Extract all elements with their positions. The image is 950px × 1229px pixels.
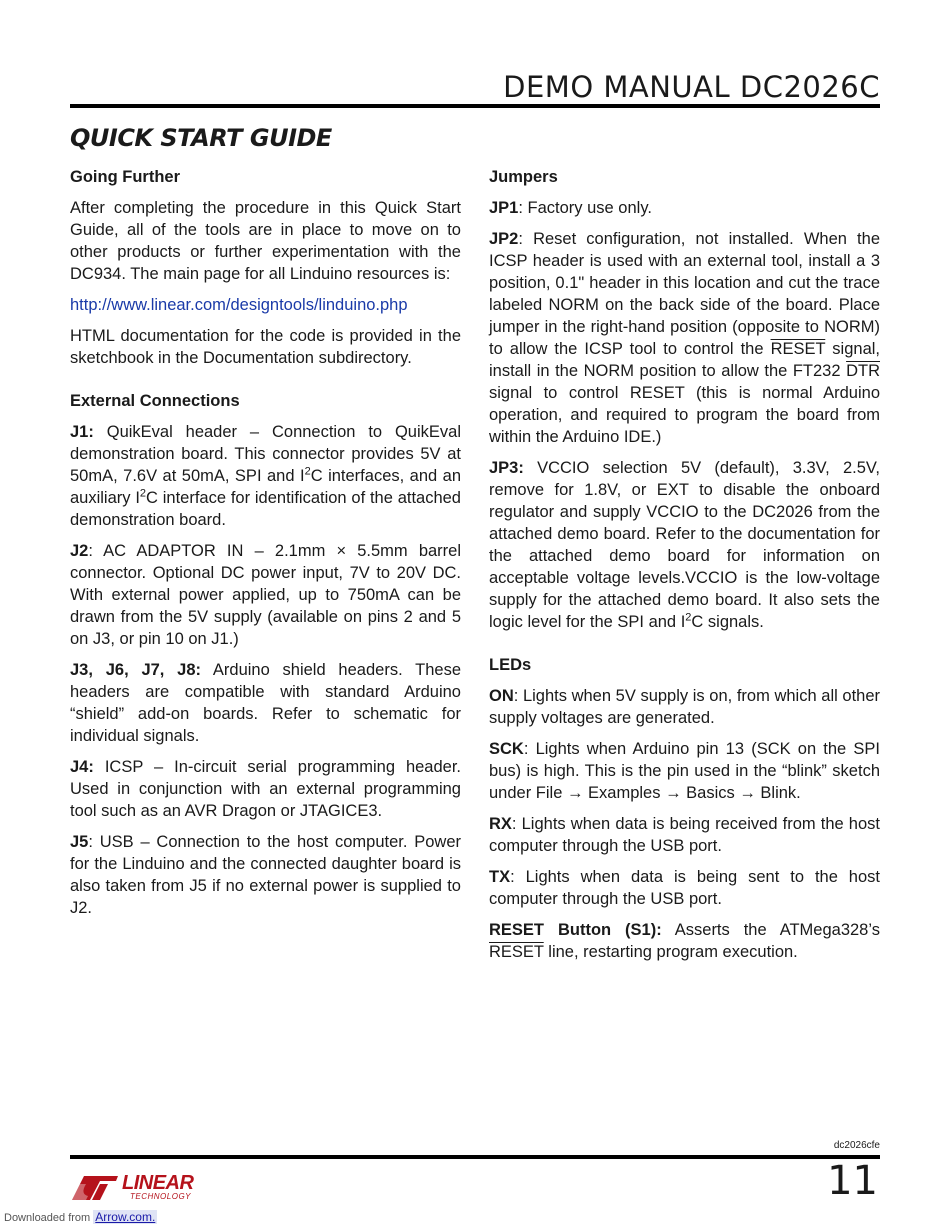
on-term: ON (489, 687, 514, 705)
j1-description: J1: QuikEval header – Connection to QuikEval demonstration board. This connector provides 5V at 50mA, 7.6V at 50mA, SPI and $I^2C$ interfaces, and an auxiliary $I^2C$ interface for identification of the attached demonstration board. (70, 423, 462, 529)
section-title: QUICK START GUIDE (70, 124, 332, 152)
superscript-2: 2 (139, 487, 147, 500)
linduino-link-paragraph (70, 294, 461, 316)
rx-led-description: RX: Lights when data is being received from the host computer through the USB port. (489, 815, 880, 855)
top-divider (70, 104, 880, 108)
jp3-term: JP3: (489, 459, 524, 477)
on-led-description: ON: Lights when 5V supply is on, from which all other supply voltages are generated. (489, 687, 880, 727)
j2-term: J2 (70, 542, 89, 560)
going-further-heading: Going Further (70, 168, 180, 186)
reset-overline: RESET (489, 943, 544, 961)
linear-technology-logo (70, 1170, 200, 1204)
logo-text: LINEAR (122, 1172, 194, 1194)
j3-description: J3, J6, J7, J8: Arduino shield headers. These headers are compatible with standard Arduino “shield” add-on boards. Refer to schematic for individual signals. (70, 661, 461, 745)
reset-overline: RESET (770, 340, 826, 358)
jp1-description: JP1: Factory use only. (489, 199, 652, 217)
sck-led-description: SCK: Lights when Arduino pin 13 (SCK on the SPI bus) is high. This is the pin used in the “blink” sketch under File → Examples → Basics → Blink. (489, 740, 880, 802)
jp1-term: JP1 (489, 199, 519, 217)
jp2-description: JP2: Reset configuration, not installed. When the ICSP header is used with an external tool, install a 3 position, 0.1" header in this location and cut the trace labeled NORM on the back side of the board. Place jumper in the right-hand position (opposite to NORM) to allow the ICSP tool to control the RESET signal, install in the NORM position to allow the FT232 $\overline{DTR}$ signal to control RESET (this is normal Arduino operation, and required to program the board from within the Arduino IDE.) (489, 230, 881, 446)
j4-term: J4: (70, 758, 94, 776)
leds-heading: LEDs (489, 656, 532, 674)
jumpers-heading: Jumpers (489, 168, 558, 186)
j5-term: J5 (70, 833, 89, 851)
superscript-2: 2 (685, 611, 692, 624)
download-note: Downloaded from Arrow.com. (4, 1210, 156, 1224)
right-column (489, 166, 880, 972)
sck-term: SCK (489, 740, 524, 758)
rx-term: RX (489, 815, 512, 833)
tx-led-description: TX: Lights when data is being sent to the host computer through the USB port. (489, 868, 880, 908)
going-further-paragraph: After completing the procedure in this Quick Start Guide, all of the tools are in place to move on to other products or further experimentation with the DC934. The main page for all Linduino resources is: (70, 199, 461, 283)
tx-term: TX (489, 868, 511, 886)
j2-description: J2: AC ADAPTOR IN – 2.1mm × 5.5mm barrel connector. Optional DC power input, 7V to 20V DC. With external power applied, up to 750mA can be drawn from the 5V supply (available on pins 2 and 5 on J3, or pin 10 on J1.) (70, 542, 461, 648)
page-number: 11 (827, 1158, 878, 1204)
jp3-description: JP3: VCCIO selection 5V (default), 3.3V, 2.5V, remove for 1.8V, or EXT to disable the onboard regulator and supply VCCIO to the DC2026 from the attached demo board. Refer to the documentation for the attached demo board for information on acceptable voltage levels.VCCIO is the low-voltage supply for the attached demo board. It also sets the logic level for the SPI and $I^2C$ signals. (489, 459, 880, 631)
superscript-2: 2 (304, 465, 311, 478)
arrow-link[interactable]: Arrow.com. (95, 1210, 156, 1224)
bottom-divider (70, 1155, 880, 1159)
reset-button-term: RESET Button (S1): (489, 921, 662, 939)
dtr-overline: $\overline{DTR}$ (846, 362, 880, 380)
j5-description: J5: USB – Connection to the host computer. Power for the Linduino and the connected daughter board is also taken from J5 if no external power is supplied to J2. (70, 833, 461, 917)
external-connections-heading: External Connections (70, 392, 240, 410)
j1-term: J1: (70, 423, 94, 441)
linear-logo-mark-icon (70, 1172, 120, 1202)
html-docs-paragraph: HTML documentation for the code is provided in the sketchbook in the Documentation subdirectory. (70, 327, 461, 367)
document-title: DEMO MANUAL DC2026C (503, 70, 880, 104)
logo-subtext: TECHNOLOGY (130, 1192, 192, 1201)
j4-description: J4: ICSP – In-circuit serial programming header. Used in conjunction with an external programming tool such as an AVR Dragon or JTAGICE3. (70, 758, 461, 820)
document-code: dc2026cfe (833, 1140, 880, 1151)
linduino-link[interactable]: http://www.linear.com/designtools/linduino.php (70, 296, 408, 314)
jp2-term: JP2 (489, 230, 519, 248)
left-column (70, 166, 461, 928)
reset-button-description: RESET Button (S1): Asserts the ATMega328’s RESET line, restarting program execution. (489, 921, 880, 961)
j3-term: J3, J6, J7, J8: (70, 661, 202, 679)
